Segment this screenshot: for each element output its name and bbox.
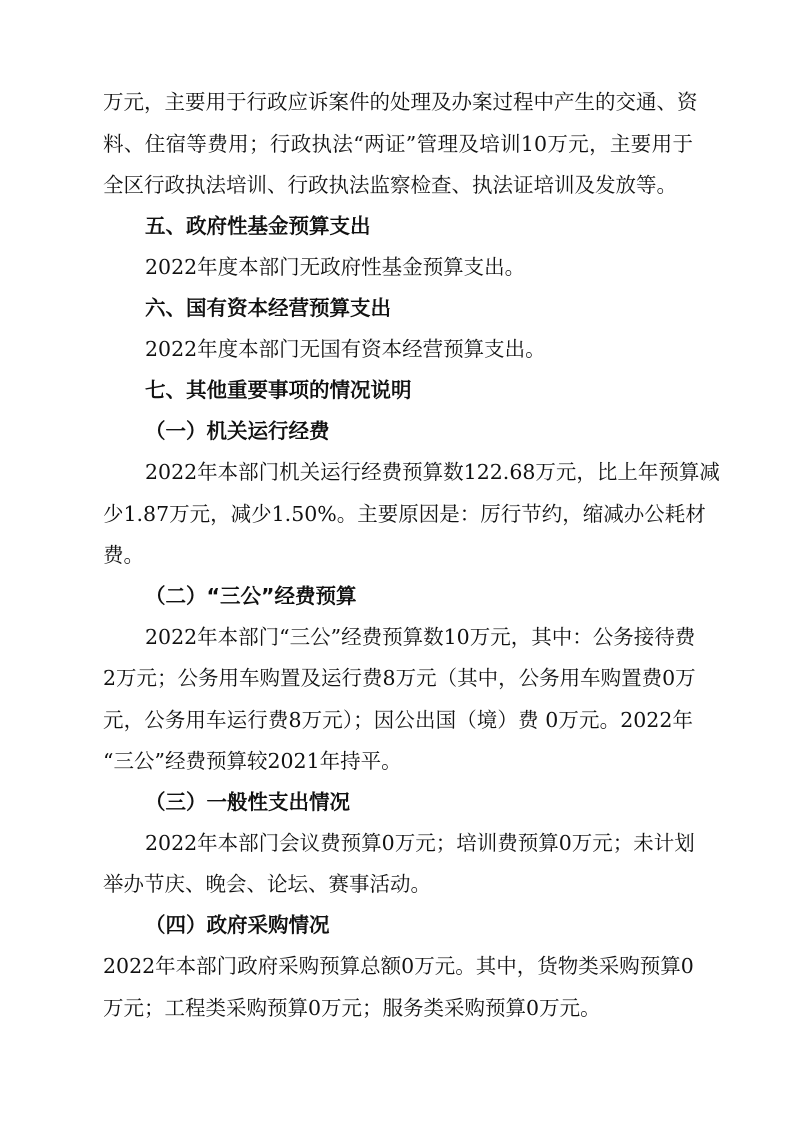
paragraph-line: 举办节庆、晚会、论坛、赛事活动。: [103, 872, 431, 896]
paragraph-line: 2万元；公务用车购置及运行费8万元（其中，公务用车购置费0万: [103, 666, 696, 690]
paragraph-line: 元，公务用车运行费8万元）；因公出国（境）费 0万元。2022年: [103, 708, 693, 732]
section-heading: 六、国有资本经营预算支出: [145, 296, 391, 320]
paragraph-line: 万元，主要用于行政应诉案件的处理及办案过程中产生的交通、资: [103, 90, 698, 114]
section-heading: 五、政府性基金预算支出: [145, 214, 371, 238]
paragraph-line: 万元；工程类采购预算0万元；服务类采购预算0万元。: [103, 996, 601, 1020]
paragraph-line: 全区行政执法培训、行政执法监察检查、执法证培训及发放等。: [103, 173, 677, 197]
subsection-heading: （一）机关运行经费: [145, 419, 330, 443]
paragraph-line: 费。: [103, 543, 144, 567]
paragraph-line: 2022年本部门会议费预算0万元；培训费预算0万元；未计划: [145, 831, 695, 855]
paragraph-line: 少1.87万元，减少1.50%。主要原因是：厉行节约，缩减办公耗材: [103, 502, 706, 526]
paragraph-line: 2022年本部门政府采购预算总额0万元。其中，货物类采购预算0: [103, 954, 694, 978]
section-heading: 七、其他重要事项的情况说明: [145, 378, 412, 402]
paragraph-line: 2022年度本部门无国有资本经营预算支出。: [145, 337, 546, 361]
paragraph-line: 2022年度本部门无政府性基金预算支出。: [145, 255, 526, 279]
subsection-heading: （二）“三公”经费预算: [145, 584, 357, 608]
subsection-heading: （四）政府采购情况: [145, 913, 330, 937]
paragraph-line: “三公”经费预算较2021年持平。: [103, 749, 402, 773]
subsection-heading: （三）一般性支出情况: [145, 790, 350, 814]
paragraph-line: 料、住宿等费用；行政执法“两证”管理及培训10万元，主要用于: [103, 132, 693, 156]
paragraph-line: 2022年本部门“三公”经费预算数10万元，其中：公务接待费: [145, 625, 696, 649]
paragraph-line: 2022年本部门机关运行经费预算数122.68万元，比上年预算减: [145, 460, 720, 484]
